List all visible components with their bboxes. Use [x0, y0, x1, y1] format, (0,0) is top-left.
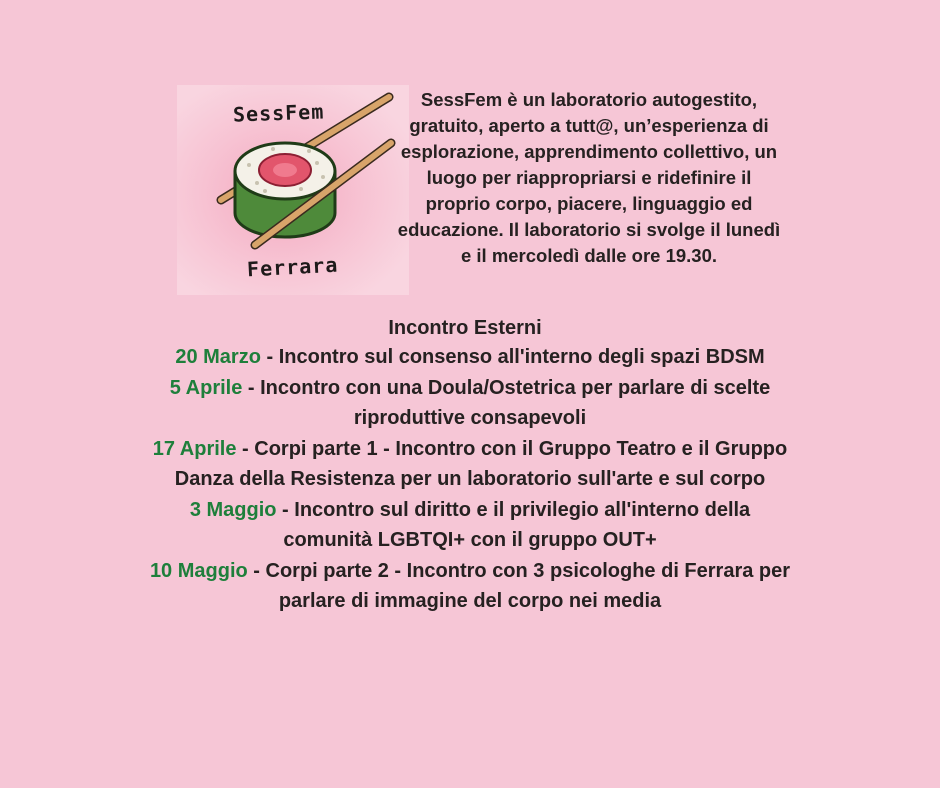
event-item: [145, 342, 795, 373]
event-date: 3 Maggio: [189, 498, 277, 521]
sessfem-logo: [177, 85, 409, 295]
event-item: [145, 495, 795, 556]
event-text: - Incontro sul diritto e il privilegio all'interno della comunità LGBTQI+ con il gruppo OUT+: [276, 498, 751, 551]
event-date: 20 Marzo: [175, 346, 261, 368]
event-text: - Incontro con una Doula/Ostetrica per parlare di scelte riproduttive consapevoli: [242, 376, 771, 429]
events-section: [145, 314, 795, 617]
logo-title: SessFem: [232, 99, 325, 127]
event-date: 10 Maggio: [149, 559, 248, 582]
event-text: - Corpi parte 2 - Incontro con 3 psicologhe di Ferrara per parlare di immagine del corpo nei media: [247, 559, 791, 612]
logo-subtitle: Ferrara: [246, 252, 339, 282]
event-item: [145, 556, 795, 617]
event-text: - Incontro sul consenso all'interno degli spazi BDSM: [260, 346, 765, 368]
event-date: 17 Aprile: [152, 437, 237, 460]
events-heading: Incontro Esterni: [388, 317, 542, 339]
event-item: [145, 373, 795, 434]
event-text: - Corpi parte 1 - Incontro con il Gruppo Teatro e il Gruppo Danza della Resistenza per un laboratorio sull'arte e sul corpo: [174, 437, 788, 490]
description-text: SessFem è un laboratorio autogestito, gratuito, aperto a tutt@, un’esperienza di esplorazione, apprendimento collettivo, un luogo per riappropriarsi e ridefinire il proprio corpo, piacere, linguaggio ed educazione. Il laboratorio si svolge il lunedì e il mercoledì dalle ore 19.30.: [397, 89, 781, 266]
event-date: 5 Aprile: [169, 376, 243, 399]
event-item: [145, 434, 795, 495]
